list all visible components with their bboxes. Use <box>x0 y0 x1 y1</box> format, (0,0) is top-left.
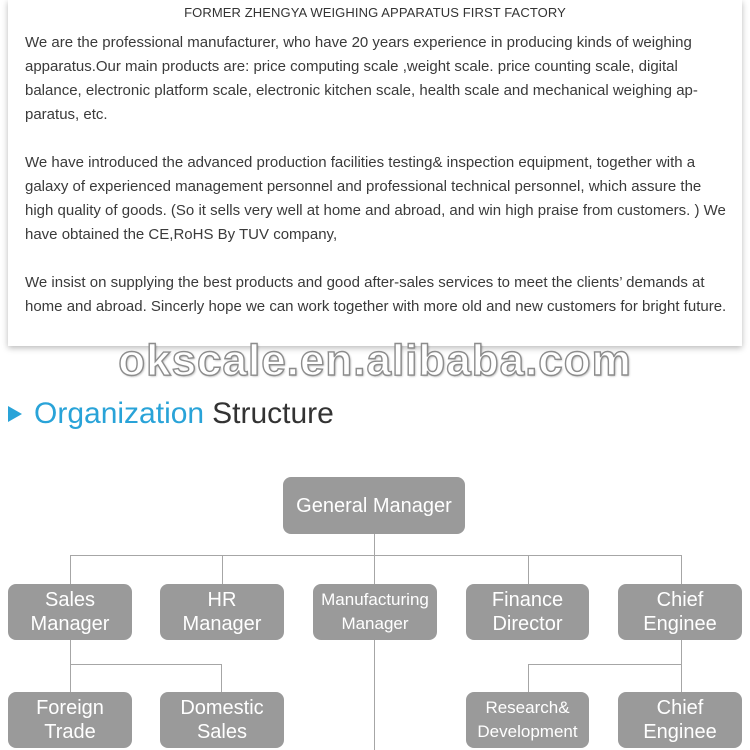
company-header: FORMER ZHENGYA WEIGHING APPARATUS FIRST FACTORY <box>184 5 566 20</box>
node-general-manager <box>283 477 465 534</box>
general-manager-label: General Manager <box>296 494 452 517</box>
connector-chief-horizontal <box>528 664 682 665</box>
foreign-trade-line-2: Trade <box>44 721 96 743</box>
connector-to-hr <box>222 555 223 584</box>
finance-director-line-1: Finance <box>491 589 564 611</box>
node-research-development <box>466 692 589 748</box>
section-title <box>8 394 334 434</box>
connector-sales-down <box>70 640 71 692</box>
connector-manufacturing-down <box>374 640 375 750</box>
chief-engineer-sub-line-2: Enginee <box>643 721 717 743</box>
manufacturing-manager-line-2: Manager <box>341 614 409 633</box>
connector-to-research <box>528 664 529 692</box>
node-chief-engineer <box>618 584 742 640</box>
company-intro-card <box>8 0 742 346</box>
chief-engineer-line-1: Chief <box>656 589 704 611</box>
connector-top-horizontal <box>70 555 682 556</box>
intro-paragraph-1: We are the professional manufacturer, who have 20 years experience in producing kinds of weighing apparatus.Our main products are: price computing scale ,weight scale. price counting scale, digital balance, electronic platform scale, electronic kitchen scale, health scale and mechanical weighing ap-paratus, etc. <box>25 34 698 123</box>
research-development-line-1: Research& <box>485 698 570 717</box>
hr-manager-line-2: Manager <box>182 613 262 635</box>
connector-gm-down <box>374 534 375 556</box>
research-development-line-2: Development <box>477 722 578 741</box>
connector-to-finance <box>528 555 529 584</box>
node-finance-director <box>466 584 589 640</box>
manufacturing-manager-line-1: Manufacturing <box>321 590 429 609</box>
intro-paragraph-3: We insist on supplying the best products and good after-sales services to meet the clients’ demands at home and abroad. Sincerly hope we can work together with more old and new customers for bright future. <box>25 274 727 315</box>
node-domestic-sales <box>160 692 284 748</box>
section-title-blue: Organization <box>34 397 205 430</box>
chief-engineer-line-2: Enginee <box>643 613 717 635</box>
foreign-trade-line-1: Foreign <box>36 697 104 719</box>
triangle-right-icon <box>8 406 22 422</box>
sales-manager-line-1: Sales <box>44 589 96 611</box>
connector-to-sales <box>70 555 71 584</box>
node-hr-manager <box>160 584 284 640</box>
connector-chief-down <box>681 640 682 692</box>
intro-paragraph-2: We have introduced the advanced production facilities testing& inspection equipment, together with a galaxy of experienced management personnel and professional technical personnel, which assure the high quality of goods. (So it sells very well at home and abroad, and win high praise from customers. ) We have obtained the CE,RoHS By TUV company, <box>25 154 726 243</box>
node-chief-engineer-sub <box>618 692 742 748</box>
hr-manager-line-1: HR <box>207 589 237 611</box>
node-sales-manager <box>8 584 132 640</box>
company-description <box>25 31 729 319</box>
node-manufacturing-manager <box>313 584 437 640</box>
chief-engineer-sub-line-1: Chief <box>656 697 704 719</box>
domestic-sales-line-1: Domestic <box>180 697 264 719</box>
connector-to-domestic <box>221 664 222 692</box>
connector-to-manufacturing <box>374 555 375 584</box>
sales-manager-line-2: Manager <box>30 613 110 635</box>
connector-sales-horizontal <box>70 664 222 665</box>
connector-to-chief <box>681 555 682 584</box>
domestic-sales-line-2: Sales <box>196 721 247 743</box>
section-title-dark: Structure <box>212 397 334 430</box>
node-foreign-trade <box>8 692 132 748</box>
store-watermark: okscale.en.alibaba.com <box>118 336 632 385</box>
finance-director-line-2: Director <box>492 613 563 635</box>
